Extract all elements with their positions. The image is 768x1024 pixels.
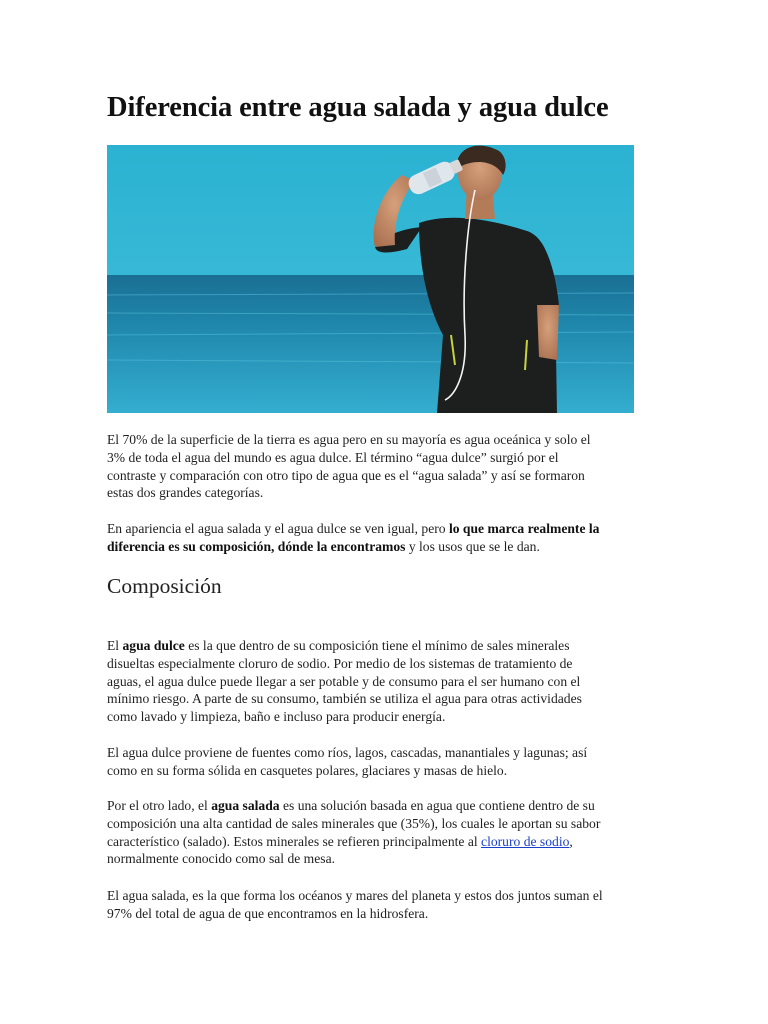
section-heading: Composición: [107, 574, 222, 598]
paragraph-fuentes: El agua dulce proviene de fuentes como ríos, lagos, cascadas, manantiales y lagunas; así como en su forma sólida en casquetes polares, glaciares y masas de hielo.: [107, 745, 588, 778]
paragraph-agua-salada: Por el otro lado, el agua salada es una solución basada en agua que contiene dentro de su composición una alta cantidad de sales minerales que (35%), los cuales le aportan su sabor característico (salado). Estos minerales se refieren principalmente al cloruro de sodio, normalmente conocido como sal de mesa.: [107, 798, 601, 867]
article-title: Diferencia entre agua salada y agua dulce: [107, 92, 609, 123]
cloruro-de-sodio-link[interactable]: cloruro de sodio: [481, 833, 570, 849]
paragraph-intro: El 70% de la superficie de la tierra es agua pero en su mayoría es agua oceánica y solo el 3% de toda el agua del mundo es agua dulce. El término “agua dulce” surgió por el contraste y comparación con otro tipo de agua que es el “agua salada” y así se formaron estas dos grandes categorías.: [107, 432, 591, 501]
paragraph-agua-dulce: El agua dulce es la que dentro de su composición tiene el mínimo de sales minerales disueltas especialmente cloruro de sodio. Por medio de los sistemas de tratamiento de aguas, el agua dulce puede llegar a ser potable y de consumo para el ser humano con el mínimo riesgo. A parte de su consumo, también se utiliza el agua para otras actividades como lavado y limpieza, baño e incluso para producir energía.: [107, 638, 582, 725]
paragraph-oceanos: El agua salada, es la que forma los océanos y mares del planeta y estos dos juntos suman el 97% del total de agua de que encontramos en la hidrosfera.: [107, 888, 603, 921]
hero-image: [107, 145, 634, 413]
paragraph-difference: En apariencia el agua salada y el agua dulce se ven igual, pero lo que marca realmente la diferencia es su composición, dónde la encontramos y los usos que se le dan.: [107, 521, 600, 554]
